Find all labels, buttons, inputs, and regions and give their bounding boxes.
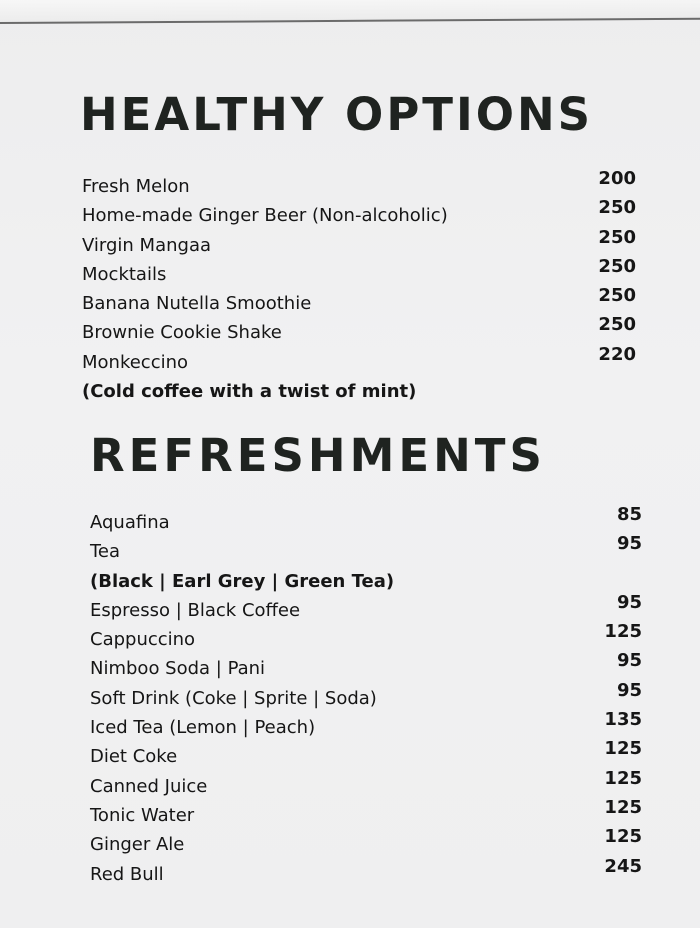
- menu-item: [82, 343, 642, 381]
- menu-item: [90, 591, 646, 629]
- menu-item: [90, 796, 646, 834]
- healthy-options-list: [82, 168, 642, 410]
- menu-item: [90, 855, 646, 893]
- item-price: 95: [616, 679, 642, 701]
- item-name: Diet Coke: [90, 746, 178, 768]
- item-price: 245: [604, 855, 642, 877]
- menu-item: [90, 767, 646, 805]
- page-top-edge: [0, 0, 700, 24]
- refreshments-heading: REFRESHMENTS: [90, 429, 546, 482]
- menu-item: [90, 826, 646, 863]
- item-price: 95: [616, 591, 642, 613]
- item-name: Tonic Water: [90, 804, 195, 826]
- item-price: 250: [598, 255, 636, 277]
- menu-item-note: [82, 381, 642, 410]
- item-price: 135: [604, 709, 642, 731]
- item-price: 220: [598, 343, 636, 365]
- item-name: Espresso | Black Coffee: [90, 599, 301, 621]
- item-name: Banana Nutella Smoothie: [82, 293, 312, 315]
- item-name: Cappuccino: [90, 629, 196, 651]
- item-name: Nimboo Soda | Pani: [90, 658, 266, 680]
- menu-item: [90, 621, 646, 658]
- item-price: 125: [604, 826, 642, 848]
- menu-item: [90, 504, 646, 541]
- item-price: 125: [604, 621, 642, 643]
- item-price: 250: [598, 285, 636, 307]
- item-name: Red Bull: [90, 863, 164, 885]
- item-price: 250: [598, 314, 636, 336]
- menu-item: [90, 679, 646, 717]
- menu-item: [82, 197, 642, 234]
- item-name: Fresh Melon: [82, 176, 190, 197]
- item-description: (Cold coffee with a twist of mint): [82, 381, 417, 403]
- item-name: Monkeccino: [82, 351, 189, 373]
- item-price: 125: [604, 767, 642, 789]
- item-price: 95: [616, 533, 642, 555]
- refreshments-list: [90, 504, 646, 893]
- item-price: 95: [616, 650, 642, 672]
- item-name: Brownie Cookie Shake: [82, 322, 282, 344]
- item-name: Mocktails: [82, 263, 167, 285]
- item-price: 250: [598, 226, 636, 248]
- item-name: Tea: [90, 541, 121, 563]
- item-price: 200: [598, 168, 636, 189]
- item-price: 250: [598, 197, 636, 219]
- item-name: Virgin Mangaa: [82, 234, 212, 256]
- item-description: (Black | Earl Grey | Green Tea): [90, 570, 395, 592]
- item-price: 125: [604, 796, 642, 818]
- menu-item: [82, 168, 642, 205]
- menu-item: [90, 650, 646, 687]
- menu-item: [82, 285, 642, 322]
- menu-item: [82, 314, 642, 351]
- item-name: Aquafina: [90, 512, 170, 533]
- item-name: Canned Juice: [90, 775, 208, 797]
- item-name: Ginger Ale: [90, 834, 185, 856]
- menu-item: [90, 533, 646, 570]
- item-name: Home-made Ginger Beer (Non-alcoholic): [82, 205, 448, 227]
- item-price: 125: [604, 738, 642, 760]
- menu-item-note: [90, 571, 646, 600]
- menu-item: [90, 738, 646, 775]
- item-name: Iced Tea (Lemon | Peach): [90, 717, 316, 739]
- item-price: 85: [616, 504, 642, 525]
- item-name: Soft Drink (Coke | Sprite | Soda): [90, 687, 377, 709]
- healthy-options-heading: HEALTHY OPTIONS: [80, 88, 594, 141]
- menu-item: [90, 709, 646, 746]
- menu-item: [82, 255, 642, 293]
- menu-item: [82, 226, 642, 264]
